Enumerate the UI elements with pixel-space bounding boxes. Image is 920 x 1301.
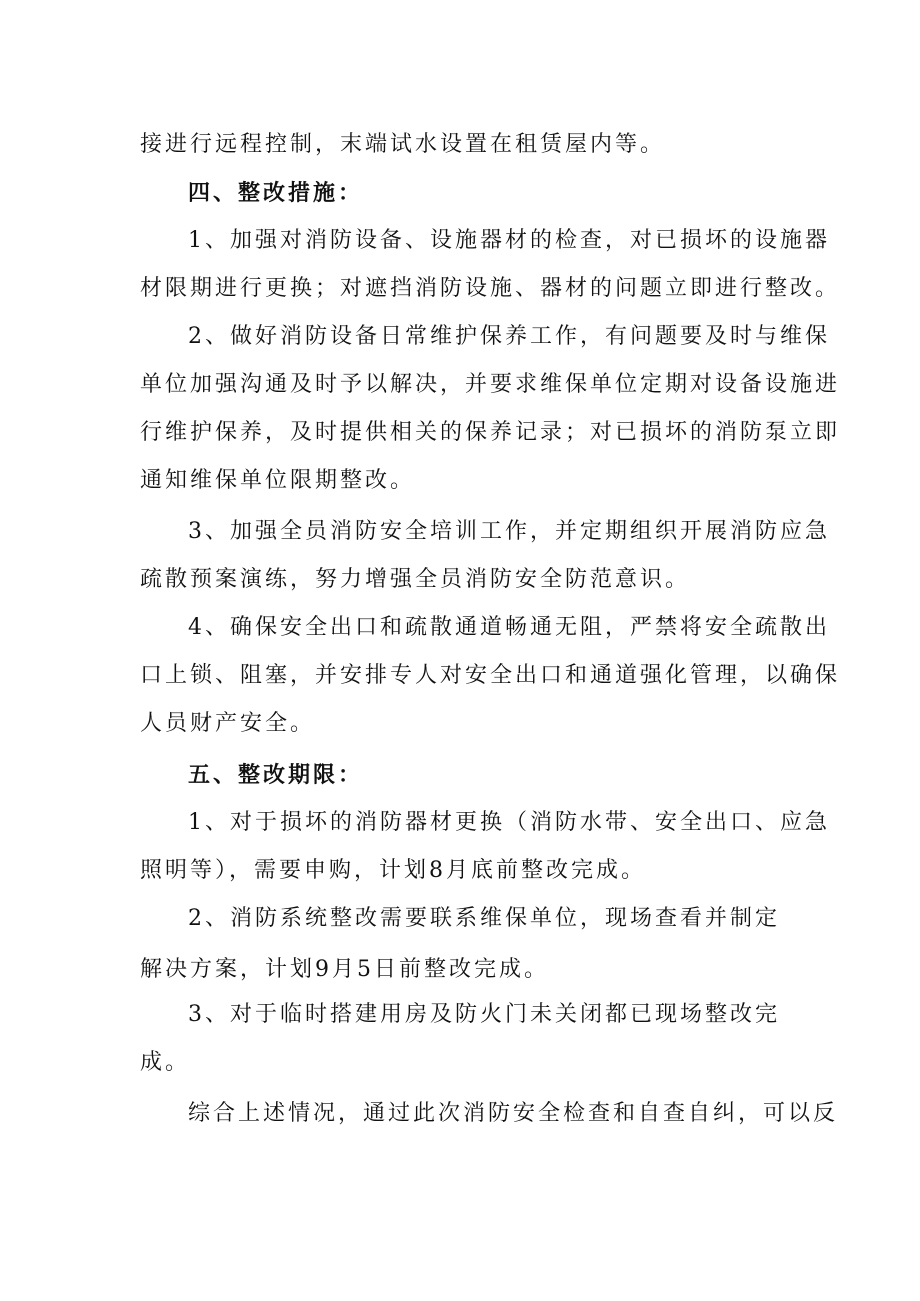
section-heading-measures: 四、整改措施：: [188, 180, 364, 206]
text-line: 3、加强全员消防安全培训工作，并定期组织开展消防应急: [188, 519, 830, 544]
text-line: 3、对于临时搭建用房及防火门未关闭都已现场整改完: [188, 1002, 780, 1027]
text-line: 1、对于损坏的消防器材更换（消防水带、安全出口、应急: [188, 810, 830, 835]
text-line: 照明等），需要申购，计划8月底前整改完成。: [140, 858, 646, 883]
text-line: 成。: [140, 1050, 191, 1075]
text-line: 疏散预案演练，努力增强全员消防安全防范意识。: [140, 567, 691, 592]
text-line: 通知维保单位限期整改。: [140, 468, 416, 493]
text-line: 接进行远程控制，末端试水设置在租赁屋内等。: [140, 132, 666, 157]
text-line: 口上锁、阻塞，并安排专人对安全出口和通道强化管理，以确保: [140, 663, 841, 688]
section-heading-deadline: 五、整改期限：: [188, 762, 364, 788]
text-line: 2、做好消防设备日常维护保养工作，有问题要及时与维保: [188, 324, 830, 349]
text-line: 4、确保安全出口和疏散通道畅通无阻，严禁将安全疏散出: [188, 615, 830, 640]
text-line: 解决方案，计划9月5日前整改完成。: [140, 957, 549, 982]
text-line: 单位加强沟通及时予以解决，并要求维保单位定期对设备设施进: [140, 372, 841, 397]
text-line: 材限期进行更换；对遮挡消防设施、器材的问题立即进行整改。: [140, 276, 841, 301]
text-line: 综合上述情况，通过此次消防安全检查和自查自纠，可以反: [188, 1101, 839, 1126]
text-line: 行维护保养，及时提供相关的保养记录；对已损坏的消防泵立即: [140, 420, 841, 445]
text-line: 2、消防系统整改需要联系维保单位，现场查看并制定: [188, 906, 780, 931]
text-line: 人员财产安全。: [140, 711, 316, 736]
text-line: 1、加强对消防设备、设施器材的检查，对已损坏的设施器: [188, 228, 830, 253]
